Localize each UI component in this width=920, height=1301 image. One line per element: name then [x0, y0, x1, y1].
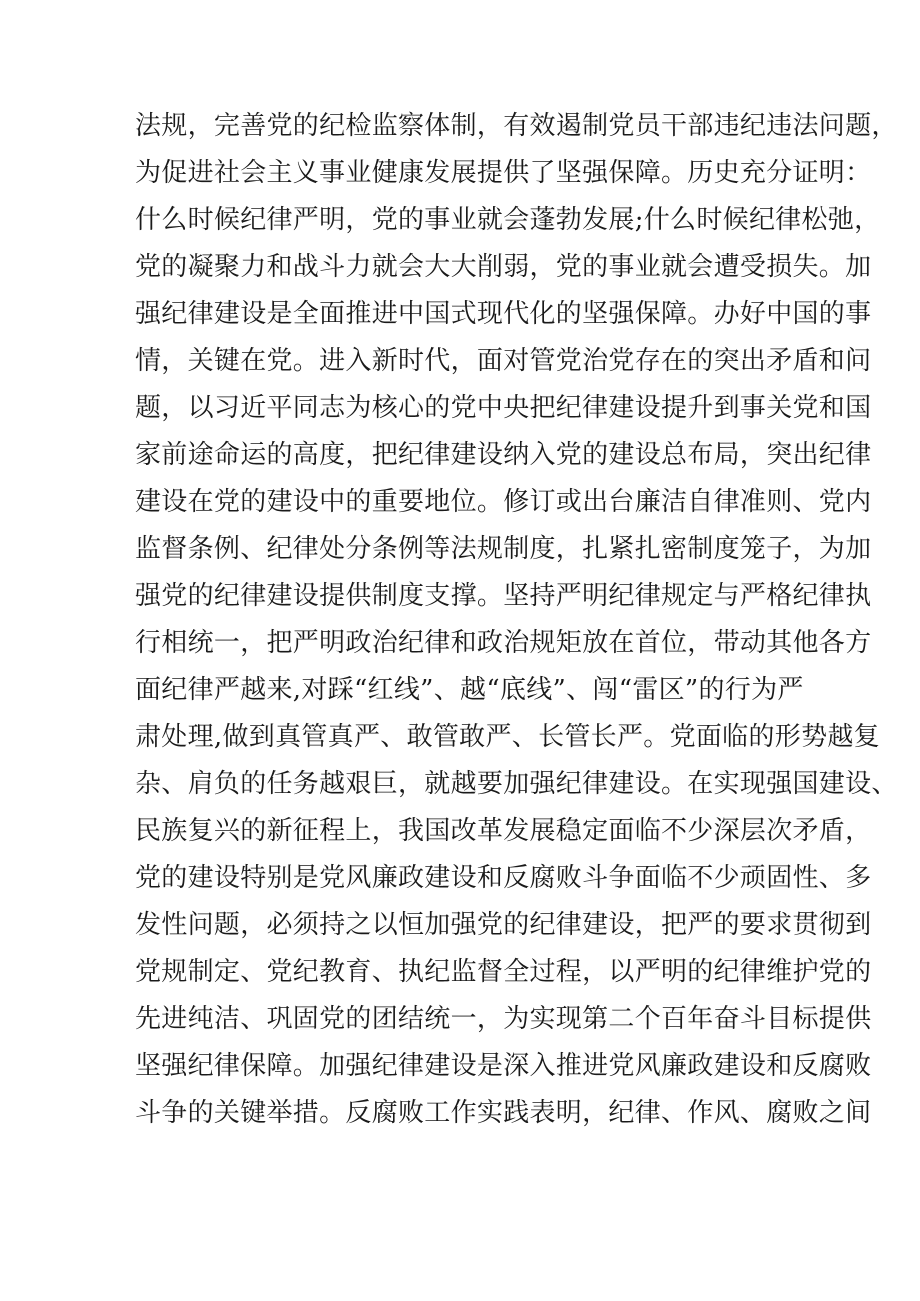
- text-line-2: 为促进社会主义事业健康发展提供了坚强保障。历史充分证明：: [135, 158, 872, 188]
- text-line-20: 先进纯洁、巩固党的团结统一，为实现第二个百年奋斗目标提供: [135, 1004, 872, 1034]
- text-line-22: 斗争的关键举措。反腐败工作实践表明，纪律、作风、腐败之间: [135, 1098, 872, 1128]
- text-line-1: 法规，完善党的纪检监察体制，有效遏制党员干部违纪违法问题，: [135, 111, 898, 141]
- text-line-6: 情，关键在党。进入新时代，面对管党治党存在的突出矛盾和问: [135, 346, 872, 376]
- text-line-8: 家前途命运的高度，把纪律建设纳入党的建设总布局，突出纪律: [135, 440, 872, 470]
- text-line-21: 坚强纪律保障。加强纪律建设是深入推进党风廉政建设和反腐败: [135, 1051, 872, 1081]
- text-line-17: 党的建设特别是党风廉政建设和反腐败斗争面临不少顽固性、多: [135, 863, 872, 893]
- text-line-11: 强党的纪律建设提供制度支撑。坚持严明纪律规定与严格纪律执: [135, 581, 872, 611]
- text-line-13: 面纪律严越来,对踩“红线”、越“底线”、闯“雷区”的行为严: [135, 675, 804, 705]
- text-line-9: 建设在党的建设中的重要地位。修订或出台廉洁自律准则、党内: [135, 487, 872, 517]
- text-line-4: 党的凝聚力和战斗力就会大大削弱，党的事业就会遭受损失。加: [135, 252, 872, 282]
- text-line-16: 民族复兴的新征程上，我国改革发展稳定面临不少深层次矛盾，: [135, 816, 872, 846]
- text-line-19: 党规制定、党纪教育、执纪监督全过程，以严明的纪律维护党的: [135, 957, 872, 987]
- text-line-14: 肃处理,做到真管真严、敢管敢严、长管长严。党面临的形势越复: [135, 722, 880, 752]
- text-line-10: 监督条例、纪律处分条例等法规制度，扎紧扎密制度笼子，为加: [135, 534, 872, 564]
- text-line-12: 行相统一，把严明政治纪律和政治规矩放在首位，带动其他各方: [135, 628, 872, 658]
- text-line-7: 题，以习近平同志为核心的党中央把纪律建设提升到事关党和国: [135, 393, 872, 423]
- text-line-5: 强纪律建设是全面推进中国式现代化的坚强保障。办好中国的事: [135, 299, 872, 329]
- text-line-15: 杂、肩负的任务越艰巨，就越要加强纪律建设。在实现强国建设、: [135, 769, 898, 799]
- text-line-18: 发性问题，必须持之以恒加强党的纪律建设，把严的要求贯彻到: [135, 910, 872, 940]
- body-paragraph: [135, 103, 898, 1137]
- text-line-3: 什么时候纪律严明，党的事业就会蓬勃发展;什么时候纪律松弛，: [135, 205, 881, 235]
